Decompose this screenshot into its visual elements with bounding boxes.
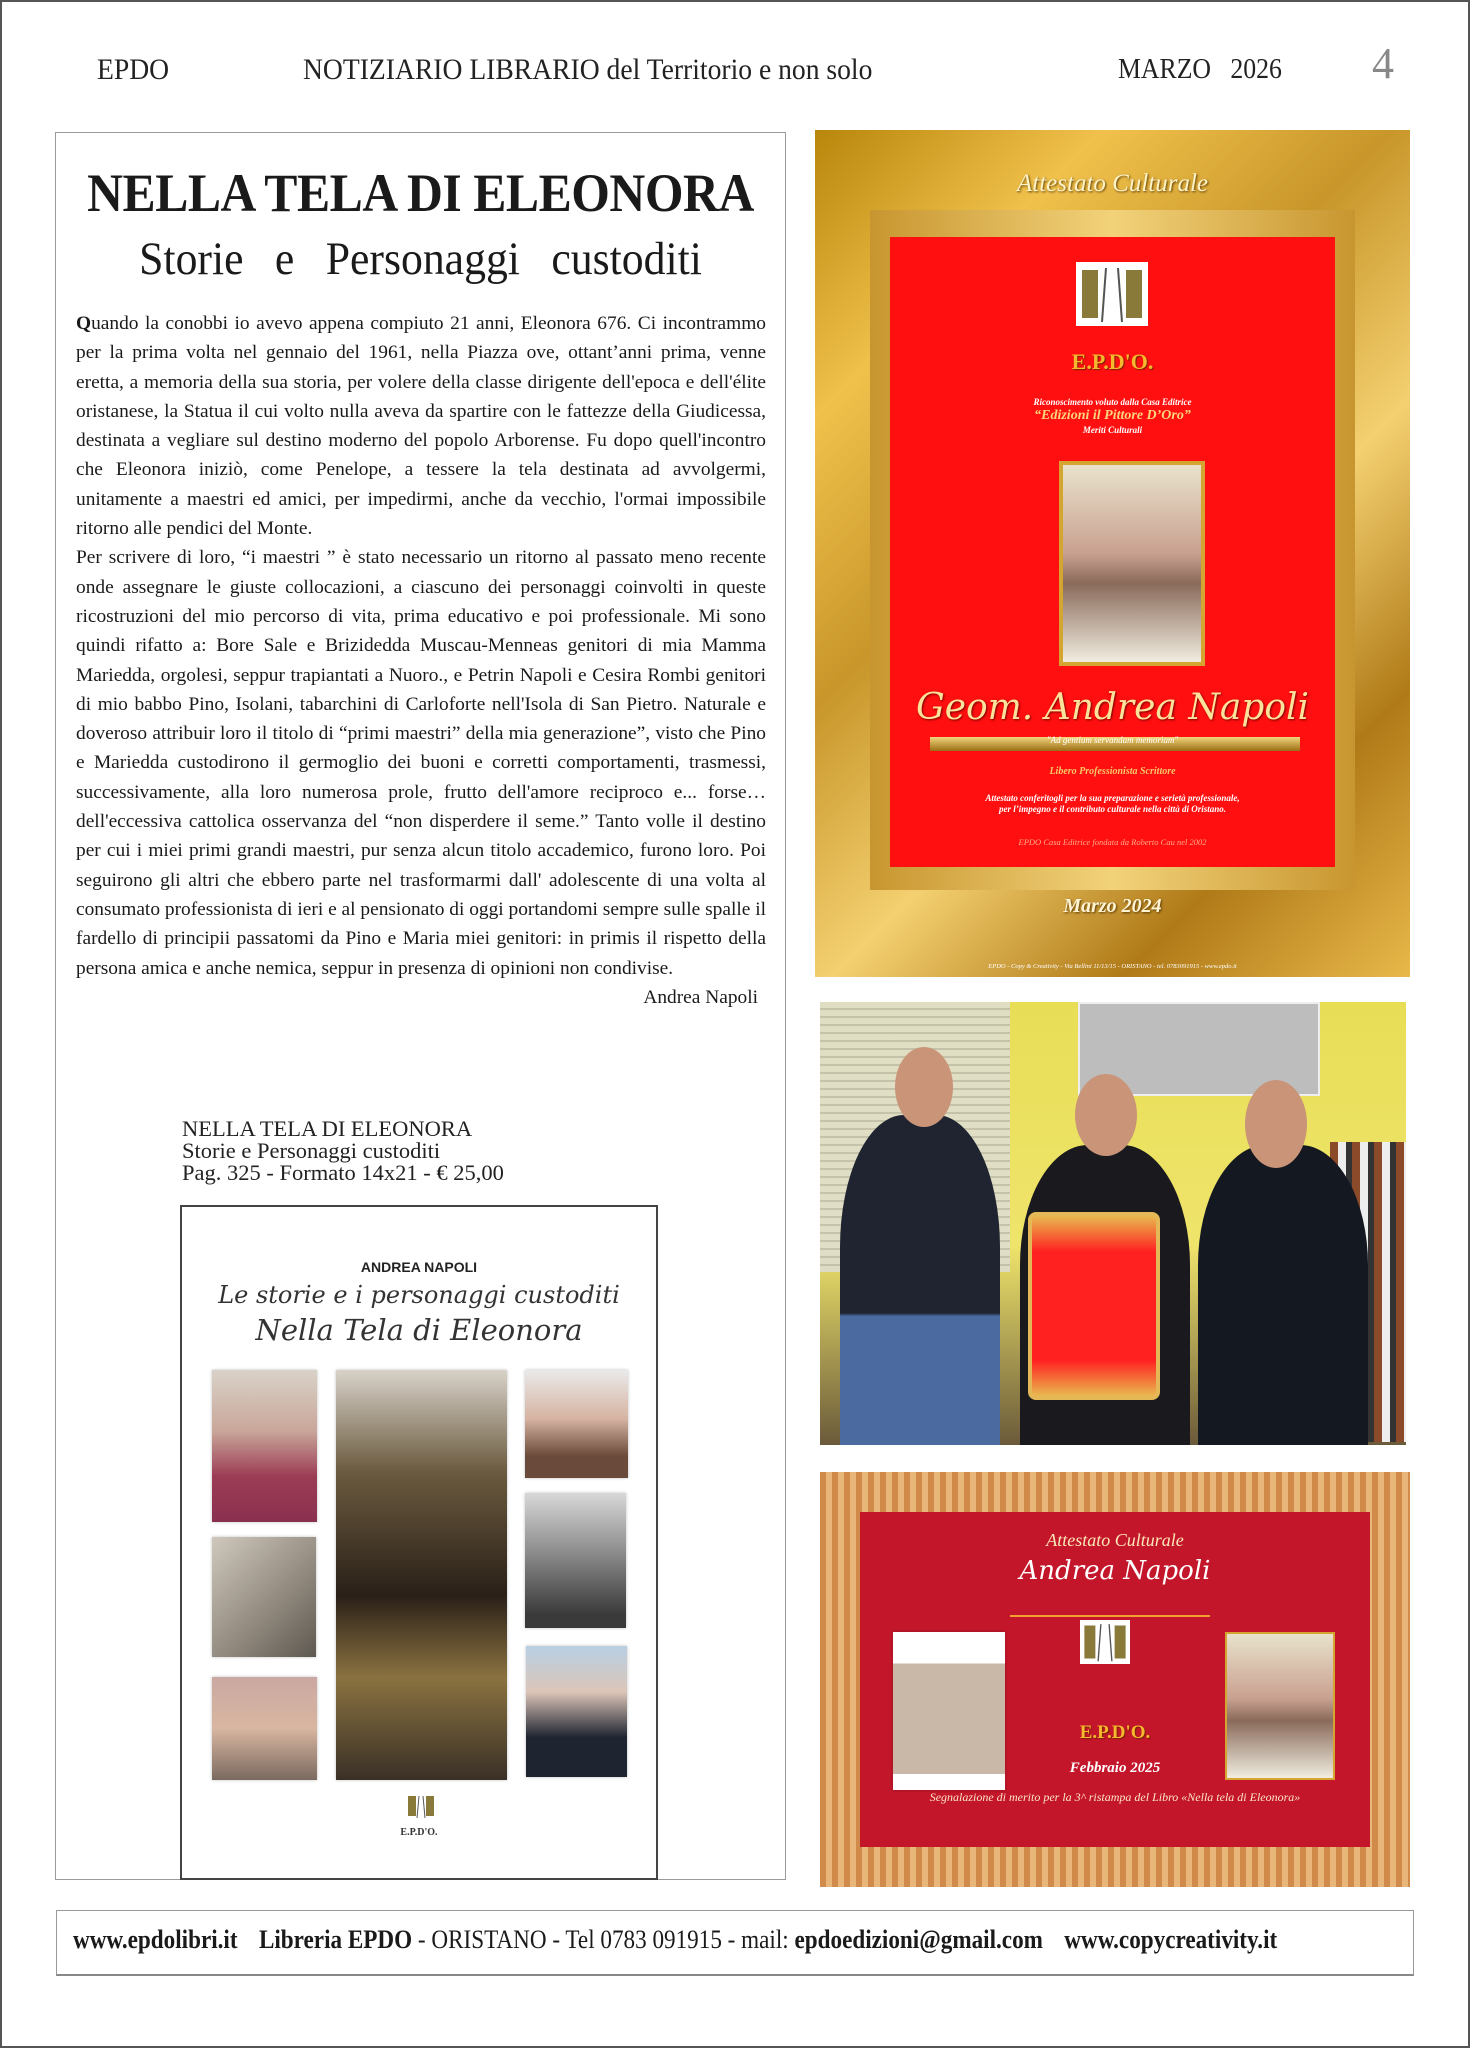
cover-line2: Nella Tela di Eleonora <box>255 1313 583 1347</box>
certificate-date: Marzo 2024 <box>1063 895 1162 917</box>
certificate-citation-1: Attestato conferitogli per la sua preparazione e serietà professionale, <box>985 793 1240 803</box>
cover-author: ANDREA NAPOLI <box>360 1259 478 1275</box>
certificate-founded: EPDO Casa Editrice fondata da Roberto Cau nel 2002 <box>1018 837 1207 847</box>
held-certificate <box>1028 1212 1160 1400</box>
newsletter-title: NOTIZIARIO LIBRARIO del Territorio e non solo <box>303 53 873 86</box>
certificate-2025-portrait <box>1225 1632 1335 1780</box>
certificate-2025-recipient: Andrea Napoli <box>1019 1556 1211 1586</box>
certificate-red-panel <box>890 237 1335 867</box>
group-photo <box>820 1002 1406 1445</box>
article-subtitle: Storie e Personaggi custoditi <box>139 233 702 285</box>
page-number: 4 <box>1372 39 1394 88</box>
certificate-2025-image <box>820 1472 1410 1887</box>
certificate-citation-2: per l’impegno e il contributo culturale nella città di Oristano. <box>998 804 1226 814</box>
certificate-publisher-name: “Edizioni il Pittore D’Oro” <box>1034 408 1191 423</box>
footer-email-link[interactable]: epdoedizioni@gmail.com <box>794 1925 1043 1954</box>
article-body <box>76 309 766 1012</box>
publisher-logo-icon <box>1076 262 1148 326</box>
cover-line1: Le storie e i personaggi custoditi <box>218 1281 620 1309</box>
certificate-brand: E.P.D'O. <box>1071 349 1154 374</box>
header-publisher: EPDO <box>97 53 170 86</box>
certificate-2025-note: Segnalazione di merito per la 3^ ristampa del Libro «Nella tela di Eleonora» <box>929 1790 1301 1804</box>
certificate-2024-image <box>815 130 1410 977</box>
person-center-head <box>1075 1074 1137 1156</box>
certificate-heading: Attestato Culturale <box>1017 170 1208 197</box>
book-details: Pag. 325 - Formato 14x21 - € 25,00 <box>182 1160 504 1185</box>
certificate-small-print: EPDO - Copy & Creativity - Via Bellini 11/13/15 - ORISTANO - tel. 0783091915 - www.epdo.it <box>988 963 1237 970</box>
certificate-recognition: Riconoscimento voluto dalla Casa Editrice <box>1033 397 1192 407</box>
article-title: NELLA TELA DI ELEONORA <box>87 163 754 223</box>
certificate-recipient: Geom. Andrea Napoli <box>915 687 1310 728</box>
certificate-2025-brand: E.P.D'O. <box>1079 1722 1151 1743</box>
cover-portrait-3 <box>212 1677 317 1780</box>
article-paragraph: Per scrivere di loro, “i maestri ” è stato necessario un ritorno al passato meno recente onde assegnare le giuste collocazioni, a ciascuno dei personaggi coinvolti in queste ricostruzioni del mio percorso di vita, prima educativo e poi professionale. Mi sono quindi rifatto a: Bore Sale e Brizidedda Muscau-Menneas genitori di mia Mamma Mariedda, orgolesi, seppur trapiantati a Nuoro., e Petrin Napoli e Cesira Rombi genitori di mio babbo Pino, Isolani, tabarchini di Carloforte nell'Isola di San Pietro. Naturale e doveroso attribuir loro il titolo di “primi maestri” della mia generazione”, visto che Pino e Mariedda custodirono il germoglio dei buoni e corretti comportamenti, trasmessi, successivamente, alla loro numerosa prole, frutto dell'amore reciproco e... forse… dell'eccessiva cattolica osservanza del “non disperdere il seme.” Tanto volle il destino per cui i miei primi grandi maestri, pur senza alcun titolo accademico, furono loro. Poi seguirono gli altri che ebbero parte nel trasformarmi dall' adolescente di una volta al consumato professionista di ieri e al pensionato di oggi portandomi sempre sulle spalle il fardello di principii passatomi da Pino e Maria miei genitori: in primis il rispetto della persona amica e anche nemica, seppur in presenza di opinioni non condivise. Andrea Napoli <box>76 543 766 982</box>
cover-portrait-6 <box>526 1646 627 1777</box>
person-right <box>1198 1145 1368 1445</box>
book-cover-image <box>180 1205 658 1880</box>
cover-portrait-5 <box>525 1493 626 1628</box>
cover-portrait-4 <box>525 1370 628 1478</box>
cover-publisher-mark: E.P.D'O. <box>400 1827 438 1838</box>
person-right-head <box>1245 1080 1307 1168</box>
cover-costume-photo <box>336 1370 507 1780</box>
certificate-merits: Meriti Culturali <box>1082 425 1143 435</box>
book-title: NELLA TELA DI ELEONORA <box>182 1116 473 1141</box>
footer-contacts <box>73 1925 1277 1955</box>
drop-letter: Q <box>76 313 92 334</box>
book-info <box>182 1118 504 1184</box>
cover-portrait-1 <box>212 1370 317 1522</box>
certificate-motto: "Ad gentium servandam memoriam" <box>1046 735 1179 745</box>
footer <box>56 1910 1414 1976</box>
publisher-logo-icon <box>404 1792 438 1820</box>
certificate-portrait <box>1059 461 1205 666</box>
footer-shop-info: - ORISTANO - Tel 0783 091915 - mail: <box>412 1925 795 1954</box>
article-paragraph: Quando la conobbi io avevo appena compiuto 21 anni, Eleonora 676. Ci incontrammo per la prima volta nel gennaio del 1961, nella Piazza ove, ottant’anni prima, venne eretta, a memoria della sua storia, per volere della classe dirigente dell'epoca e dell'élite oristanese, la Statua il cui volto nulla aveva da spartire con le fattezze della Giudicessa, destinata a vegliare sul destino moderno del popolo Arborense. Fu dopo quell'incontro che Eleonora iniziò, come Penelope, a tessere la tela destinata ad avvolgermi, unitamente a maestri ed amici, per impedirmi, anche da vecchio, l'ormai impossibile ritorno alle pendici del Monte. <box>76 313 766 540</box>
person-left-head <box>895 1047 953 1127</box>
certificate-2025-date: Febbraio 2025 <box>1069 1760 1161 1776</box>
issue-date: MARZO 2026 <box>1118 54 1282 85</box>
certificate-2025-heading: Attestato Culturale <box>1046 1530 1184 1550</box>
cover-portrait-2 <box>212 1537 316 1657</box>
book-subtitle: Storie e Personaggi custoditi <box>182 1138 441 1163</box>
certificate-role: Libero Professionista Scrittore <box>1049 766 1176 777</box>
footer-link-copycreativity[interactable]: www.copycreativity.it <box>1064 1925 1278 1954</box>
article-signature: Andrea Napoli <box>643 986 758 1008</box>
certificate-2025-underline <box>1010 1615 1210 1617</box>
footer-shop-name: Libreria EPDO <box>258 1925 413 1954</box>
footer-link-epdolibri[interactable]: www.epdolibri.it <box>73 1925 238 1954</box>
person-left <box>840 1115 1000 1445</box>
publisher-logo-icon <box>1080 1620 1130 1664</box>
